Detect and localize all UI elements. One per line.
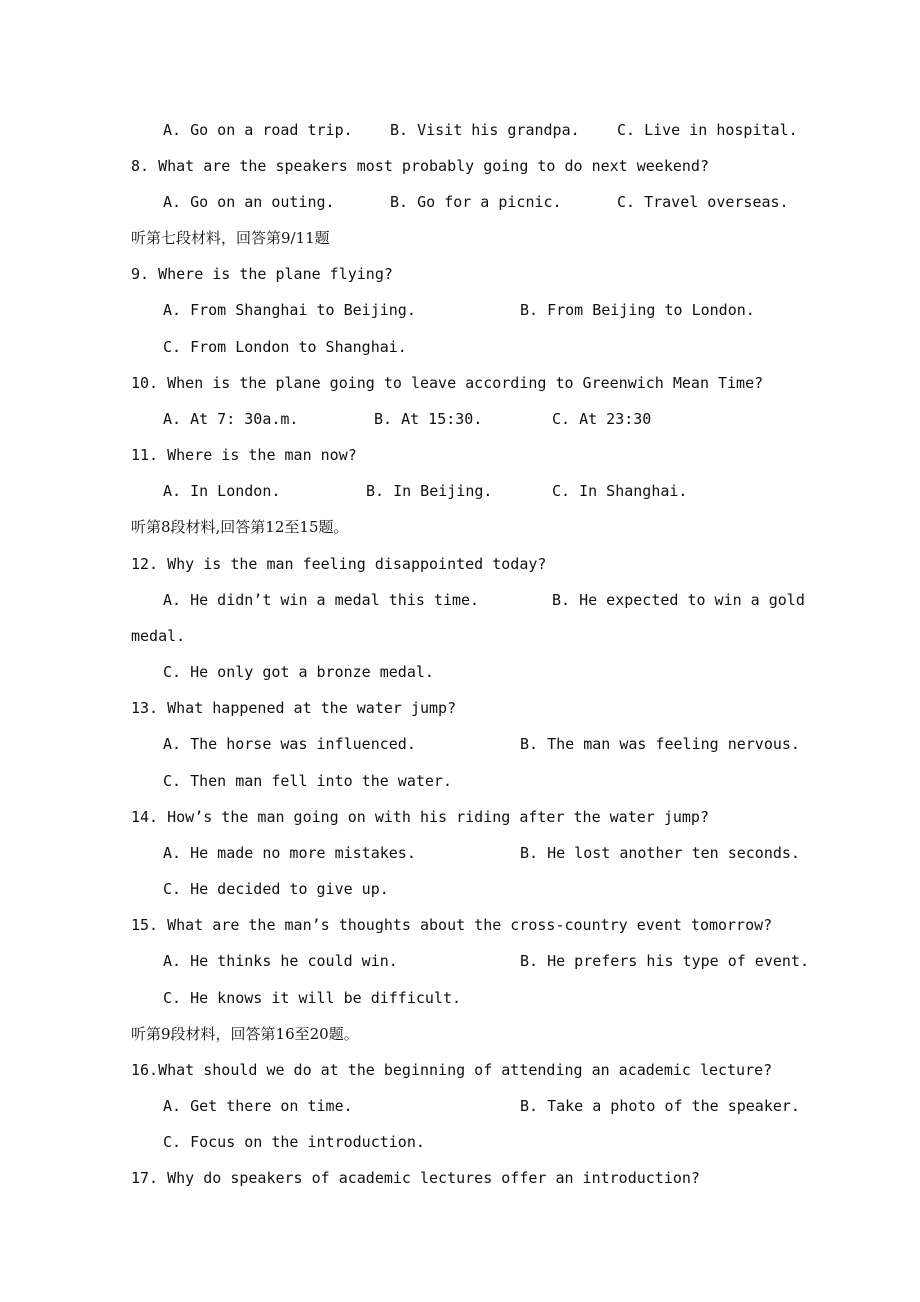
q13-option-a: A. The horse was influenced. [163, 735, 416, 753]
q8-option-c: C. Travel overseas. [617, 193, 789, 211]
q15-option-c: C. He knows it will be difficult. [163, 989, 462, 1007]
q11-option-b: B. In Beijing. [366, 482, 493, 500]
q9-option-b: B. From Beijing to London. [520, 301, 755, 319]
q16-option-b: B. Take a photo of the speaker. [520, 1097, 800, 1115]
q12-option-c: C. He only got a bronze medal. [163, 663, 434, 681]
q12-option-a: A. He didn’t win a medal this time. [163, 591, 480, 609]
q13-option-c: C. Then man fell into the water. [163, 772, 452, 790]
q12-question: 12. Why is the man feeling disappointed today? [131, 555, 547, 573]
section-9-heading: 听第9段材料，回答第16至20题。 [131, 1025, 359, 1043]
q16-option-c: C. Focus on the introduction. [163, 1133, 425, 1151]
q7-option-a: A. Go on a road trip. [163, 121, 353, 139]
q17-question: 17. Why do speakers of academic lectures offer an introduction? [131, 1169, 700, 1187]
q10-question: 10. When is the plane going to leave according to Greenwich Mean Time? [131, 374, 764, 392]
q8-option-b: B. Go for a picnic. [390, 193, 562, 211]
q16-option-a: A. Get there on time. [163, 1097, 353, 1115]
q8-question: 8. What are the speakers most probably going to do next weekend? [131, 157, 709, 175]
q14-option-a: A. He made no more mistakes. [163, 844, 416, 862]
q11-option-a: A. In London. [163, 482, 281, 500]
q7-option-c: C. Live in hospital. [617, 121, 798, 139]
q14-question: 14. How’s the man going on with his riding after the water jump? [131, 808, 709, 826]
q9-question: 9. Where is the plane flying? [131, 265, 393, 283]
q15-option-a: A. He thinks he could win. [163, 952, 398, 970]
q13-question: 13. What happened at the water jump? [131, 699, 457, 717]
q13-option-b: B. The man was feeling nervous. [520, 735, 800, 753]
q10-option-a: A. At 7: 30a.m. [163, 410, 299, 428]
section-7-heading: 听第七段材料，回答第9/11题 [131, 229, 330, 247]
q11-option-c: C. In Shanghai. [552, 482, 688, 500]
q10-option-b: B. At 15:30. [374, 410, 483, 428]
q9-option-a: A. From Shanghai to Beijing. [163, 301, 416, 319]
q11-question: 11. Where is the man now? [131, 446, 357, 464]
q14-option-b: B. He lost another ten seconds. [520, 844, 800, 862]
q16-question: 16.What should we do at the beginning of attending an academic lecture? [131, 1061, 773, 1079]
q15-option-b: B. He prefers his type of event. [520, 952, 809, 970]
q7-option-b: B. Visit his grandpa. [390, 121, 580, 139]
q14-option-c: C. He decided to give up. [163, 880, 389, 898]
q9-option-c: C. From London to Shanghai. [163, 338, 407, 356]
q15-question: 15. What are the man’s thoughts about the cross-country event tomorrow? [131, 916, 773, 934]
q8-option-a: A. Go on an outing. [163, 193, 335, 211]
q12-option-b: B. He expected to win a gold [552, 591, 805, 609]
q10-option-c: C. At 23:30 [552, 410, 652, 428]
q12-option-b-continued: medal. [131, 627, 186, 645]
section-8-heading: 听第8段材料,回答第12至15题。 [131, 518, 349, 536]
